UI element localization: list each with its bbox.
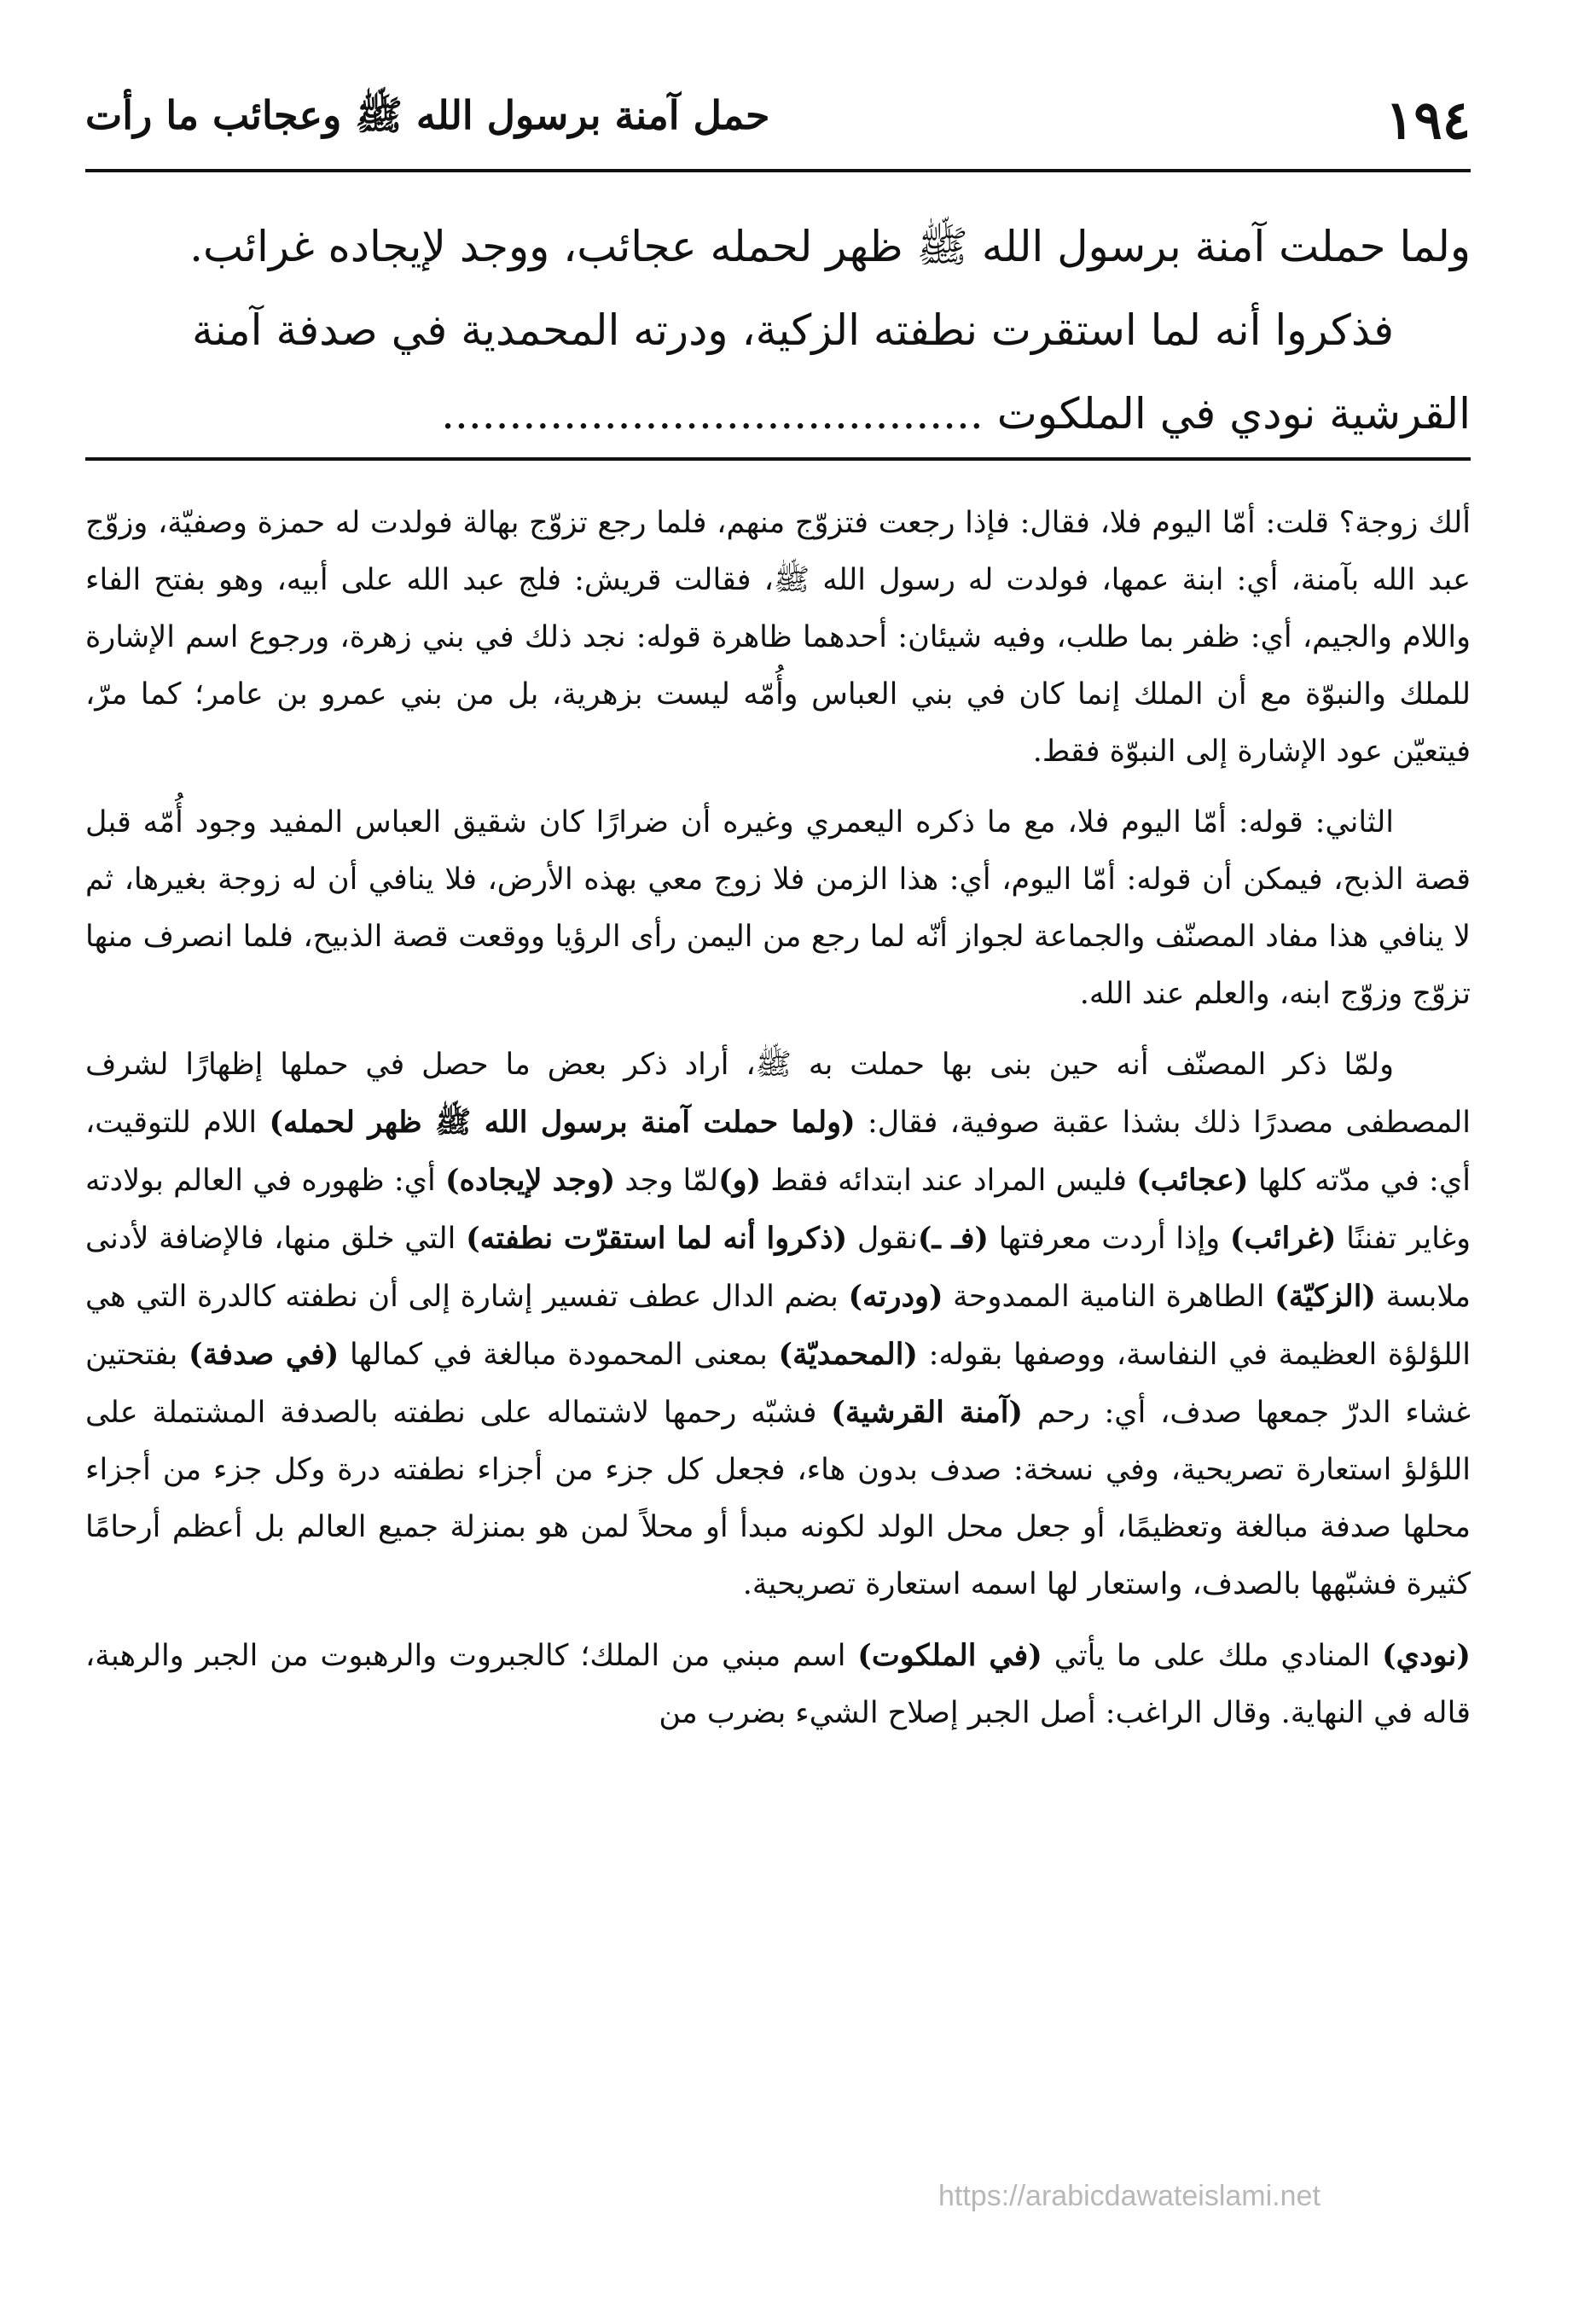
quoted-text: (ذكروا أنه لما استقرّت نطفته): [466, 1221, 848, 1256]
text-run: المنادي ملك على ما يأتي: [1042, 1639, 1383, 1673]
quoted-text: (نودي): [1382, 1638, 1471, 1673]
text-run: بمعنى المحمودة مبالغة في كمالها: [339, 1338, 779, 1372]
text-run: فليس المراد عند ابتدائه فقط: [761, 1164, 1137, 1198]
text-run: اللام للتوقيت، أي: في مدّته كلها: [85, 1106, 1471, 1198]
text-run: لمّا وجد: [615, 1164, 719, 1198]
quoted-text: (المحمديّة): [778, 1337, 918, 1372]
quoted-text: (ولما حملت آمنة برسول الله ﷺ ظهر لحمله): [269, 1105, 856, 1140]
quoted-text: (ودرته): [848, 1279, 943, 1314]
main-text-line: فذكروا أنه لما استقرت نطفته الزكية، ودرته المحمدية في صدفة آمنة: [191, 305, 1394, 355]
text-run: التي خلق منها، فالإضافة لأدنى ملابسة: [85, 1222, 1471, 1314]
commentary-paragraph: ألك زوجة؟ قلت: أمّا اليوم فلا، فقال: فإذا رجعت فتزوّج منهم، فلما رجع تزوّج بهالة فولدت له حمزة وصفيّة، وزوّج عبد الله بآمنة، أي: ابنة عمها، فولدت له رسول الله ﷺ، فقالت قريش: فلج عبد الله على أبيه، وهو بفتح الفاء واللام والجيم، أي: ظفر بما طلب، وفيه شيئان: أحدهما ظاهرة قوله: نجد ذلك في بني زهرة، ورجوع اسم الإشارة للملك والنبوّة مع أن الملك إنما كان في بني العباس وأُمّه ليست بزهرية، بل من بني عمرو بن عامر؛ كما مرّ، فيتعيّن عود الإشارة إلى النبوّة فقط.: [85, 506, 1471, 769]
main-text-divider: [85, 457, 1471, 461]
main-text: [85, 205, 1471, 456]
running-title: حمل آمنة برسول الله ﷺ وعجائب ما رأت: [85, 91, 770, 138]
main-text-line: ولما حملت آمنة برسول الله ﷺ ظهر لحمله عجائب، ووجد لإيجاده غرائب.: [189, 222, 1471, 271]
text-run: الطاهرة النامية الممدوحة: [943, 1280, 1275, 1314]
quoted-text: (فـ ـ): [917, 1221, 989, 1256]
commentary-paragraph: [85, 1037, 1471, 1613]
text-run: نقول: [847, 1222, 918, 1256]
quoted-text: (عجائب): [1136, 1163, 1249, 1198]
quoted-text: (آمنة القرشية): [831, 1395, 1024, 1430]
text-run: فشبّه رحمها لاشتماله على نطفته بالصدفة المشتملة على اللؤلؤ استعارة تصريحية، وفي نسخة: صدف بدون هاء، فجعل كل جزء من أجزاء نطفته درة وكل جزء من أجزاء محلها صدفة مبالغة وتعظيمًا، أو جعل محل الولد لكونه مبدأ أو محلاً لمن هو بمنزلة جميع العالم بل أعظم أرحامًا كثيرة فشبّهها بالصدف، واستعار لها اسمه استعارة تصريحية.: [85, 1396, 1471, 1601]
quoted-text: (غرائب): [1229, 1221, 1337, 1256]
text-run: أي: ظهوره في العالم بولادته وغاير تفننًا: [85, 1164, 1471, 1256]
text-run: اسم مبني من الملك؛ كالجبروت والرهبوت من الجبر والرهبة، قاله في النهاية. وقال الراغب: أصل الجبر إصلاح الشيء بضرب من: [85, 1639, 1471, 1730]
text-run: وإذا أردت معرفتها: [989, 1222, 1230, 1256]
commentary-paragraph: [85, 1627, 1471, 1742]
quoted-text: (و): [718, 1163, 762, 1198]
page-number: ١٩٤: [1385, 88, 1471, 151]
quoted-text: (الزكيّة): [1274, 1279, 1376, 1314]
text-run: ولمّا ذكر المصنّف أنه حين بنى بها حملت به ﷺ، أراد ذكر بعض ما حصل في حملها إظهارًا لشرف المصطفى مصدرًا ذلك بشذا عقبة صوفية، فقال:: [85, 1048, 1471, 1140]
quoted-text: (في صدفة): [189, 1337, 340, 1372]
text-run: بفتحتين غشاء الدرّ جمعها صدف، أي: رحم: [85, 1338, 1471, 1430]
watermark: https://arabicdawateislami.net: [938, 2180, 1321, 2212]
commentary-paragraph: الثاني: قوله: أمّا اليوم فلا، مع ما ذكره اليعمري وغيره أن ضرارًا كان شقيق العباس المفيد وجود أُمّه قبل قصة الذبح، فيمكن أن قوله: أمّا اليوم، أي: هذا الزمن فلا زوج معي بهذه الأرض، فلا ينافي أن له زوجة بغيرها، ثم لا ينافي هذا مفاد المصنّف والجماعة لجواز أنّه لما رجع من اليمن رأى الرؤيا ووقعت قصة الذبيح، فلما انصرف منها تزوّج وزوّج ابنه، والعلم عند الله.: [85, 805, 1471, 1011]
main-text-line: القرشية نودي في الملكوت ........................................: [441, 389, 1471, 439]
quoted-text: (وجد لإيجاده): [444, 1163, 616, 1198]
header-divider: [85, 169, 1471, 172]
page-header: [85, 81, 1471, 158]
commentary: [85, 495, 1471, 1756]
text-run: بضم الدال عطف تفسير إشارة إلى أن نطفته كالدرة التي هي اللؤلؤة العظيمة في النفاسة، ووصفها بقوله:: [85, 1280, 1471, 1372]
quoted-text: (في الملكوت): [857, 1638, 1042, 1673]
